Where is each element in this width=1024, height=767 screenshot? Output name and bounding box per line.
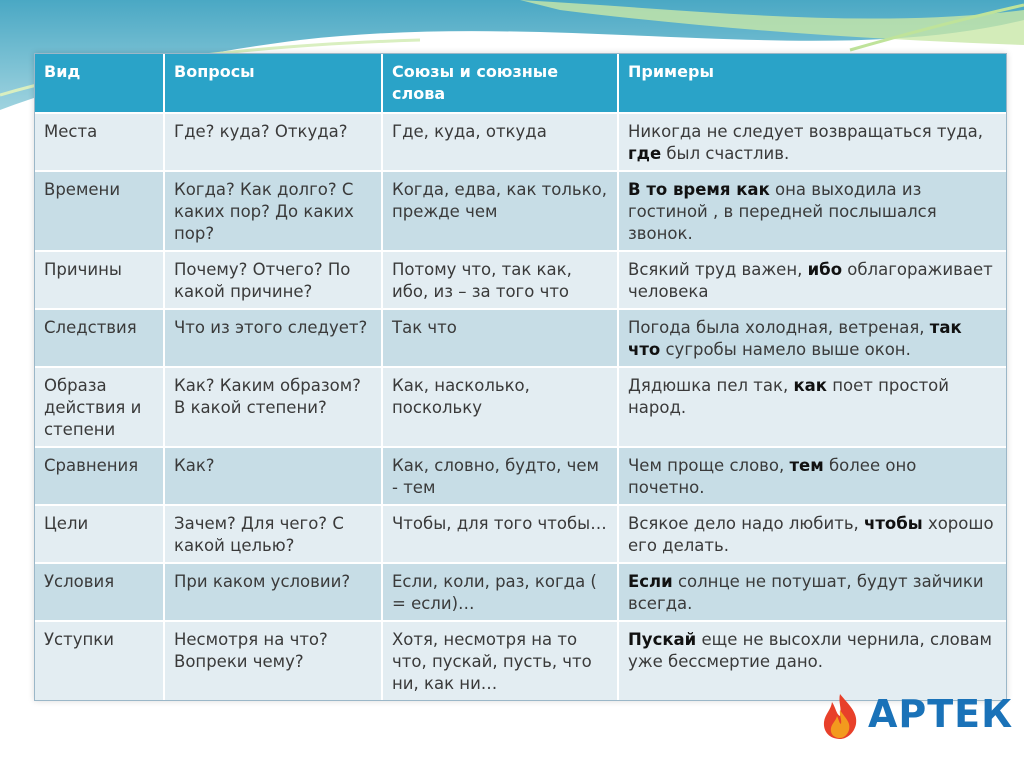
- table-row: [35, 563, 1006, 621]
- questions-cell: Что из этого следует?: [164, 309, 382, 367]
- example-keyword: где: [628, 144, 662, 163]
- questions-cell: При каком условии?: [164, 563, 382, 621]
- example-cell: [618, 447, 1006, 505]
- table-header-row: [35, 54, 1006, 113]
- example-text: Погода была холодная, ветреная,: [628, 318, 930, 337]
- example-text: сугробы намело выше окон.: [660, 340, 911, 359]
- type-cell: Причины: [35, 251, 164, 309]
- example-cell: [618, 113, 1006, 171]
- header-type: Вид: [35, 54, 164, 113]
- questions-cell: Почему? Отчего? По какой причине?: [164, 251, 382, 309]
- example-text: был счастлив.: [661, 144, 790, 163]
- example-cell: [618, 621, 1006, 700]
- example-keyword: Пускай: [628, 630, 697, 649]
- type-cell: Времени: [35, 171, 164, 251]
- type-cell: Следствия: [35, 309, 164, 367]
- example-text: Чем проще слово,: [628, 456, 790, 475]
- artek-logo: [818, 690, 1014, 742]
- conjunctions-cell: Так что: [382, 309, 618, 367]
- example-cell: [618, 251, 1006, 309]
- example-text: еще не высохли чернила, словам уже бессмертие дано.: [628, 630, 992, 671]
- example-keyword: как: [793, 376, 827, 395]
- questions-cell: Когда? Как долго? С каких пор? До каких пор?: [164, 171, 382, 251]
- type-cell: Места: [35, 113, 164, 171]
- type-cell: Цели: [35, 505, 164, 563]
- header-conjunctions: Союзы и союзные слова: [382, 54, 618, 113]
- example-text: более оно почетно.: [628, 456, 917, 497]
- questions-cell: Зачем? Для чего? С какой целью?: [164, 505, 382, 563]
- example-text: хорошо его делать.: [628, 514, 994, 555]
- table-row: [35, 367, 1006, 447]
- conjunctions-cell: Как, насколько, поскольку: [382, 367, 618, 447]
- questions-cell: Как? Каким образом? В какой степени?: [164, 367, 382, 447]
- header-questions: Вопросы: [164, 54, 382, 113]
- table-row: [35, 171, 1006, 251]
- conjunctions-cell: Где, куда, откуда: [382, 113, 618, 171]
- table-row: [35, 447, 1006, 505]
- example-cell: [618, 505, 1006, 563]
- example-text: Всякий труд важен,: [628, 260, 808, 279]
- conjunctions-cell: Чтобы, для того чтобы…: [382, 505, 618, 563]
- grammar-table: [34, 53, 1007, 701]
- example-text: поет простой народ.: [628, 376, 949, 417]
- example-keyword: Если: [628, 572, 673, 591]
- header-examples: Примеры: [618, 54, 1006, 113]
- example-text: Всякое дело надо любить,: [628, 514, 865, 533]
- example-cell: [618, 563, 1006, 621]
- questions-cell: Как?: [164, 447, 382, 505]
- example-text: Никогда не следует возвращаться туда,: [628, 122, 984, 141]
- example-keyword: так что: [628, 318, 962, 359]
- conjunctions-cell: Хотя, несмотря на то что, пускай, пусть, что ни, как ни…: [382, 621, 618, 700]
- questions-cell: Несмотря на что? Вопреки чему?: [164, 621, 382, 700]
- example-text: она выходила из гостиной , в передней послышался звонок.: [628, 180, 937, 243]
- example-keyword: В то время как: [628, 180, 770, 199]
- flame-icon: [818, 692, 862, 740]
- logo-text: АРТЕК: [868, 692, 1014, 736]
- table-row: [35, 113, 1006, 171]
- example-cell: [618, 309, 1006, 367]
- example-keyword: ибо: [807, 260, 843, 279]
- example-text: Дядюшка пел так,: [628, 376, 794, 395]
- example-keyword: тем: [789, 456, 824, 475]
- type-cell: Сравнения: [35, 447, 164, 505]
- table-row: [35, 505, 1006, 563]
- example-text: облагораживает человека: [628, 260, 993, 301]
- questions-cell: Где? куда? Откуда?: [164, 113, 382, 171]
- type-cell: Уступки: [35, 621, 164, 700]
- table-row: [35, 621, 1006, 700]
- example-text: солнце не потушат, будут зайчики всегда.: [628, 572, 984, 613]
- table-row: [35, 309, 1006, 367]
- example-cell: [618, 171, 1006, 251]
- example-cell: [618, 367, 1006, 447]
- conjunctions-cell: Когда, едва, как только, прежде чем: [382, 171, 618, 251]
- type-cell: Условия: [35, 563, 164, 621]
- conjunctions-cell: Как, словно, будто, чем - тем: [382, 447, 618, 505]
- conjunctions-cell: Потому что, так как, ибо, из – за того что: [382, 251, 618, 309]
- example-keyword: чтобы: [864, 514, 923, 533]
- table-row: [35, 251, 1006, 309]
- type-cell: Образа действия и степени: [35, 367, 164, 447]
- conjunctions-cell: Если, коли, раз, когда ( = если)…: [382, 563, 618, 621]
